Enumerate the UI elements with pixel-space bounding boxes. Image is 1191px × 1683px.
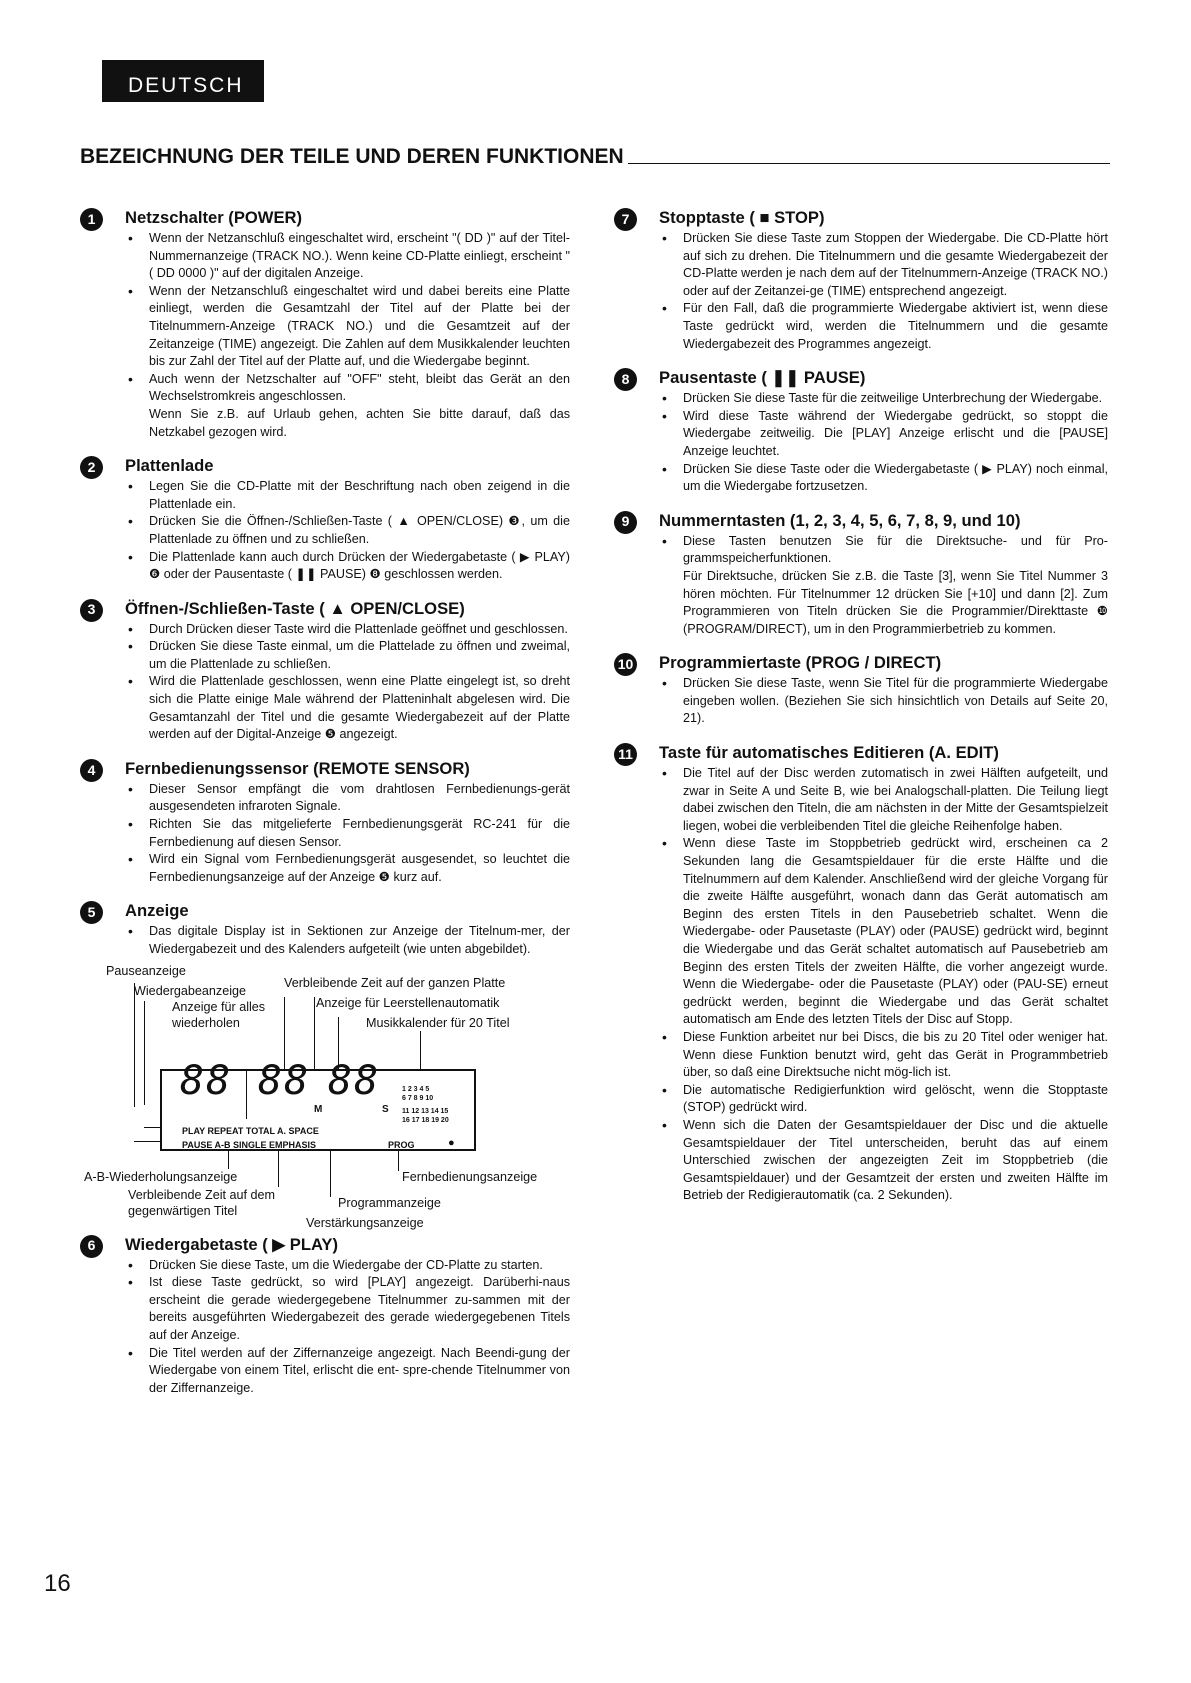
section-pause bbox=[614, 367, 1108, 496]
right-column bbox=[614, 207, 1108, 1219]
calendar-row: 6 7 8 9 10 bbox=[402, 1094, 434, 1102]
section-power bbox=[80, 207, 570, 441]
list-item: • Die Titel auf der Disc werden zutomatisch in zwei Hälften aufgeteilt, und zwar in Seite A und Seite B, wie bei Analogschall-platten. Die Teilung liegt dabei zwischen den Titeln, die am nächsten in der Mitte der Gesamtspielzeit liegen, wobei die verbleibenden Titel die gleiche Reihenfolge haben. bbox=[683, 765, 1108, 835]
time-second-digits: 88 bbox=[328, 1057, 381, 1104]
item-list bbox=[125, 923, 570, 958]
item-list bbox=[659, 390, 1108, 496]
list-item: • Drücken Sie diese Taste, um die Wiedergabe der CD-Platte zu starten. bbox=[149, 1257, 570, 1275]
section-title: Öffnen-/Schließen-Taste ( ▲ OPEN/CLOSE) bbox=[125, 598, 465, 618]
section-title: Pausentaste ( ❚❚ PAUSE) bbox=[659, 368, 866, 388]
leader-line bbox=[134, 1141, 162, 1142]
section-number: 4 bbox=[80, 759, 103, 782]
list-item: • Drücken Sie diese Taste oder die Wiedergabetaste ( ▶ PLAY) noch einmal, um die Wiedergabe fortzusetzen. bbox=[683, 461, 1108, 496]
section-title: Netzschalter (POWER) bbox=[125, 208, 303, 227]
section-note: Wenn Sie z.B. auf Urlaub gehen, achten Sie bitte darauf, daß das Netzkabel gezogen wird. bbox=[149, 406, 570, 439]
leader-line bbox=[314, 997, 315, 1069]
item-list bbox=[659, 675, 1108, 728]
list-item: • Drücken Sie diese Taste einmal, um die Plattelade zu öffnen und zweimal, um die Plattenlade zu schließen. bbox=[149, 638, 570, 673]
minute-mark: M bbox=[314, 1103, 323, 1115]
leader-line bbox=[420, 1031, 421, 1069]
section-number: 3 bbox=[80, 599, 103, 622]
display-divider bbox=[246, 1071, 247, 1119]
calendar-row: 16 17 18 19 20 bbox=[402, 1116, 449, 1124]
section-title: Programmiertaste (PROG / DIRECT) bbox=[659, 653, 942, 673]
section-open-close bbox=[80, 598, 570, 744]
remaining-disc-label: Verbleibende Zeit auf der ganzen Platte bbox=[284, 975, 506, 990]
play-indicator-label: Wiedergabeanzeige bbox=[134, 983, 247, 998]
remaining-track-label: Verbleibende Zeit auf dem gegenwärtigen Titel bbox=[128, 1187, 276, 1218]
list-item: • Drücken Sie diese Taste für die zeitweilige Unterbrechung der Wiedergabe. bbox=[683, 390, 1108, 408]
section-title: Stopptaste ( ■ STOP) bbox=[659, 208, 825, 227]
program-indicator-label: Programmanzeige bbox=[338, 1195, 441, 1210]
track-number-digits: 88 bbox=[180, 1057, 233, 1104]
page-title-text: BEZEICHNUNG DER TEILE UND DEREN FUNKTIONEN bbox=[80, 145, 624, 168]
auto-space-label: Anzeige für Leerstellenautomatik bbox=[316, 995, 500, 1010]
list-item: • Wird die Plattenlade geschlossen, wenn eine Platte eingelegt ist, so dreht sich die Platte einige Male während der Platteninhalt abgelesen wird. Die Gesamtanzahl der Titel und die gesamte Wiedergabezeit auf der Platte werden auf der Digital-Anzeige ❺ angezeigt. bbox=[149, 673, 570, 743]
ab-repeat-label: A-B-Wiederholungsanzeige bbox=[84, 1169, 238, 1184]
display-diagram bbox=[80, 961, 570, 1230]
list-item: • Das digitale Display ist in Sektionen zur Anzeige der Titelnum-mer, der Wiedergabezeit und des Kalenders aufgeteilt (wie unten abgebildet). bbox=[149, 923, 570, 958]
section-title: Fernbedienungssensor (REMOTE SENSOR) bbox=[125, 758, 470, 778]
list-item: • Die automatische Redigierfunktion wird gelöscht, wenn die Stopptaste (STOP) gedrückt wird. bbox=[683, 1082, 1108, 1117]
section-number: 1 bbox=[80, 208, 103, 231]
emphasis-label: Verstärkungsanzeige bbox=[306, 1215, 424, 1230]
section-number: 2 bbox=[80, 456, 103, 479]
leader-line bbox=[144, 1127, 162, 1128]
remote-indicator-dot-icon: ● bbox=[448, 1136, 455, 1149]
indicator-row-bottom: PAUSE A-B SINGLE EMPHASIS bbox=[182, 1139, 317, 1150]
section-number: 11 bbox=[614, 743, 637, 766]
second-mark: S bbox=[382, 1103, 389, 1115]
item-list bbox=[659, 230, 1108, 353]
section-remote-sensor bbox=[80, 758, 570, 887]
leader-line bbox=[278, 1151, 279, 1187]
section-title: Plattenlade bbox=[125, 456, 214, 476]
leader-line bbox=[144, 1001, 145, 1105]
left-column bbox=[80, 207, 570, 1411]
list-item: • Diese Funktion arbeitet nur bei Discs, die bis zu 20 Titel oder weniger hat. Wenn diese Funktion benutzt wird, geht das Gerät in Programmbetrieb über, so daß eine Direktsuche nicht mög-lich ist. bbox=[683, 1029, 1108, 1082]
section-number: 5 bbox=[80, 901, 103, 924]
page-number: 16 bbox=[44, 1570, 71, 1597]
section-stop bbox=[614, 207, 1108, 353]
item-list bbox=[659, 765, 1108, 1205]
item-list bbox=[659, 533, 1108, 568]
item-list bbox=[125, 781, 570, 887]
section-number: 7 bbox=[614, 208, 637, 231]
section-number: 8 bbox=[614, 368, 637, 391]
list-item: • Auch wenn der Netzschalter auf "OFF" steht, bleibt das Gerät an den Wechselstromkreis angeschlossen. bbox=[149, 371, 570, 406]
list-item: • Diese Tasten benutzen Sie für die Direktsuche- und für Pro-grammspeicherfunktionen. bbox=[683, 533, 1108, 568]
list-item: • Die Plattenlade kann auch durch Drücken der Wiedergabetaste ( ▶ PLAY) ❻ oder der Pausentaste ( ❚❚ PAUSE) ❽ geschlossen werden. bbox=[149, 549, 570, 584]
remote-indicator-label: Fernbedienungsanzeige bbox=[402, 1169, 538, 1184]
list-item: • Wenn der Netzanschluß eingeschaltet wird und dabei bereits eine Platte einliegt, werden die Gesamtzahl der Titel auf der Platte bei der Titelnummern-Anzeige (TRACK NO.) und die Gesamtzeit auf der Zeitanzeige (TIME) angezeigt. Die Zahlen auf dem Musikkalender leuchten bis zur Zahl der Titel auf der Platte auf, und die Wiedergabe beginnt. bbox=[149, 283, 570, 371]
lcd-display bbox=[160, 1057, 476, 1151]
section-title: Taste für automatisches Editieren (A. EDIT) bbox=[659, 743, 999, 763]
list-item: • Die Titel werden auf der Ziffernanzeige angezeigt. Nach Beendi-gung der Wiedergabe von einem Titel, erlischt die ent- spre-chende Titelnummer von der Ziffernanzeige. bbox=[149, 1345, 570, 1398]
leader-line bbox=[398, 1151, 399, 1171]
list-item: • Dieser Sensor empfängt die vom drahtlosen Fernbedienungs-gerät ausgesendeten infraroten Signale. bbox=[149, 781, 570, 816]
list-item: • Wird ein Signal vom Fernbedienungsgerät ausgesendet, so leuchtet die Fernbedienungsanzeige auf der Anzeige ❺ kurz auf. bbox=[149, 851, 570, 886]
prog-indicator: PROG bbox=[388, 1139, 415, 1150]
section-number: 6 bbox=[80, 1235, 103, 1258]
list-item: • Für den Fall, daß die programmierte Wiedergabe aktiviert ist, wenn diese Taste gedrückt wird, werden die Titelnummern und die gesamte Wiedergabezeit des Programmes angezeigt. bbox=[683, 300, 1108, 353]
language-tab bbox=[102, 60, 264, 102]
section-number: 10 bbox=[614, 653, 637, 676]
item-list bbox=[125, 621, 570, 744]
calendar-row: 11 12 13 14 15 bbox=[402, 1107, 449, 1115]
list-item: • Ist diese Taste gedrückt, so wird [PLAY] angezeigt. Darüberhi-naus erscheint die gerade wiedergegebene Titelnummer zu-sammen mit der bereits ausgeführten Wiedergabezeit des gerade wiedergegebenen Titels auf der Anzeige. bbox=[149, 1274, 570, 1344]
time-minute-digits: 88 bbox=[258, 1057, 311, 1104]
list-item: • Drücken Sie diese Taste, wenn Sie Titel für die programmierte Wiedergabe eingeben wollen. (Beziehen Sie sich hinsichtlich von Details auf Seite 20, 21). bbox=[683, 675, 1108, 728]
calendar-row: 1 2 3 4 5 bbox=[402, 1085, 430, 1093]
list-item: • Drücken Sie diese Taste zum Stoppen der Wiedergabe. Die CD-Platte hört auf sich zu drehen. Die Titelnummern und die gesamte Wiedergabezeit der CD-Platte werden je nach dem auf der Titelnummern-Anzeige (TRACK NO.) oder auf der Zeitanzei-ge (TIME) entsprechend angezeigt. bbox=[683, 230, 1108, 300]
pause-indicator-label: Pauseanzeige bbox=[106, 963, 186, 978]
section-title: Anzeige bbox=[125, 901, 189, 921]
list-item: • Richten Sie das mitgelieferte Fernbedienungsgerät RC-241 für die Fernbedienung auf diesen Sensor. bbox=[149, 816, 570, 851]
item-list bbox=[125, 230, 570, 406]
section-auto-edit bbox=[614, 742, 1108, 1205]
leader-line bbox=[134, 983, 135, 1107]
heading-rule bbox=[628, 163, 1110, 164]
page-title bbox=[80, 145, 1110, 169]
leader-line bbox=[330, 1151, 331, 1197]
list-item: • Wenn diese Taste im Stoppbetrieb gedrückt wird, erscheinen ca 2 Sekunden lang die Gesamtspieldauer für die erste Hälfte und die Titelnummern auf dem Kalender. Anschließend wird der gleiche Vorgang für die zweite Hälfte ausgeführt, wonach dann das Gerät automatisch am Beginn des ersten Titels in den Pausebetrieb schaltet. Wenn die Wiedergabe- oder Pausetaste (PLAY) oder (PAUSE) gedrückt wird, beginnt die Wiedergabe und das Gerät schaltet automatisch auf Pausebetrieb am Beginn des ersten Titels der zweiten Hälfte, die vorher angezeigt wurde. Wenn die Wiedergabe- oder die Pausetaste (PLAY) oder (PAU-SE) erneut gedrückt werden, beginnt die Wiedergabe und das Gerät schaltet automatisch am Ende des letzten Titels der Disc auf Stopp. bbox=[683, 835, 1108, 1029]
item-list bbox=[125, 1257, 570, 1398]
section-number-keys bbox=[614, 510, 1108, 639]
section-title: Nummerntasten (1, 2, 3, 4, 5, 6, 7, 8, 9, und 10) bbox=[659, 510, 1021, 530]
music-calendar-label: Musikkalender für 20 Titel bbox=[366, 1015, 510, 1030]
section-disc-tray bbox=[80, 455, 570, 584]
list-item: • Durch Drücken dieser Taste wird die Plattenlade geöffnet und geschlossen. bbox=[149, 621, 570, 639]
indicator-row-top: PLAY REPEAT TOTAL A. SPACE bbox=[182, 1125, 319, 1136]
section-number: 9 bbox=[614, 511, 637, 534]
section-program bbox=[614, 652, 1108, 728]
section-title: Wiedergabetaste ( ▶ PLAY) bbox=[125, 1234, 339, 1254]
section-display bbox=[80, 900, 570, 958]
list-item: • Wenn sich die Daten der Gesamtspieldauer der Disc und die aktuelle Gesamtspieldauer der Titel unterscheiden, beruht das auf einem Unterschied zwischen der angezeigten Zeit im Stoppbetrieb (die Gesamtspieldauer) und der Gesamtzeit der ersten und zweiten Hälfte im Betrieb der Redigierautomatik (ca. 2 Sekunden). bbox=[683, 1117, 1108, 1205]
list-item: • Wenn der Netzanschluß eingeschaltet wird, erscheint "( DD )" auf der Titel-Nummernanzeige (TRACK NO.). Wenn keine CD-Platte einliegt, erscheint "( DD 0000 )" auf der digitalen Anzeige. bbox=[149, 230, 570, 283]
section-play bbox=[80, 1234, 570, 1398]
list-item: • Wird diese Taste während der Wiedergabe gedrückt, so stoppt die Wiedergabe zeitweilig. Die [PLAY] Anzeige erlischt und die [PAUSE] Anzeige leuchtet. bbox=[683, 408, 1108, 461]
list-item: • Legen Sie die CD-Platte mit der Beschriftung nach oben zeigend in die Plattenlade ein. bbox=[149, 478, 570, 513]
list-item: • Drücken Sie die Öffnen-/Schließen-Taste ( ▲ OPEN/CLOSE) ❸, um die Plattenlade zu öffnen und zu schließen. bbox=[149, 513, 570, 548]
leader-line bbox=[228, 1151, 229, 1169]
language-label: DEUTSCH bbox=[128, 74, 244, 97]
item-list bbox=[125, 478, 570, 584]
section-note: Für Direktsuche, drücken Sie z.B. die Taste [3], wenn Sie Titel Nummer 3 hören möchten. Für Titelnummer 12 drücken Sie [+10] und dann [2]. Zum Programmieren von Titeln drücken Sie die Programmier/Direkttaste ❿ (PROGRAM/DIRECT), um in den Programmierbetrieb zu kommen. bbox=[683, 568, 1108, 636]
repeat-all-label: Anzeige für alles wiederholen bbox=[172, 999, 266, 1030]
